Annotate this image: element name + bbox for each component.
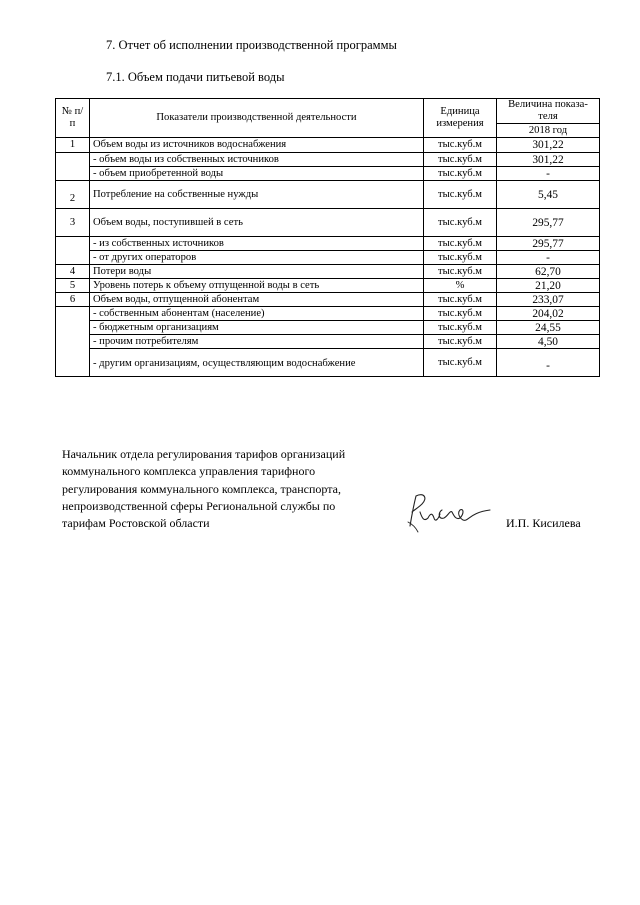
table-row (56, 209, 600, 237)
row-value: 62,70 (497, 265, 600, 279)
header-value-group: Величина показа-теля (497, 99, 600, 124)
table-row (56, 335, 600, 349)
row-unit: тыс.куб.м (424, 293, 497, 307)
row-value: 21,20 (497, 279, 600, 293)
row-name: Объем воды из источников водоснабжения (90, 138, 424, 153)
table-row (56, 321, 600, 335)
row-num: 5 (56, 279, 90, 293)
row-unit: тыс.куб.м (424, 349, 497, 377)
row-name: - от других операторов (90, 251, 424, 265)
row-name: - объем воды из собственных источников (90, 153, 424, 167)
row-unit: % (424, 279, 497, 293)
table-row (56, 349, 600, 377)
row-name: - другим организациям, осуществляющим водоснабжение (90, 349, 424, 377)
row-value: 24,55 (497, 321, 600, 335)
signer-position (62, 446, 382, 532)
signer-position-line: коммунального комплекса управления тарифного (62, 464, 316, 479)
row-num: 4 (56, 265, 90, 279)
header-year: 2018 год (497, 124, 600, 138)
row-num: 6 (56, 293, 90, 307)
row-value: - (497, 251, 600, 265)
table-row (56, 153, 600, 167)
row-name: Уровень потерь к объему отпущенной воды в сеть (90, 279, 424, 293)
row-num (56, 153, 90, 181)
row-value: 295,77 (497, 209, 600, 237)
row-unit: тыс.куб.м (424, 153, 497, 167)
row-num: 1 (56, 138, 90, 153)
row-value: 233,07 (497, 293, 600, 307)
row-unit: тыс.куб.м (424, 237, 497, 251)
row-name: Потребление на собственные нужды (90, 181, 424, 209)
row-unit: тыс.куб.м (424, 251, 497, 265)
row-name: Потери воды (90, 265, 424, 279)
header-unit: Единица измерения (424, 99, 497, 138)
row-num: 2 (56, 181, 90, 209)
row-unit: тыс.куб.м (424, 265, 497, 279)
row-value: 4,50 (497, 335, 600, 349)
row-value: 295,77 (497, 237, 600, 251)
signer-name: И.П. Кисилева (506, 516, 581, 530)
signer-position-line: непроизводственной сферы Региональной службы по (62, 498, 336, 513)
subsection-title: 7.1. Объем подачи питьевой воды (106, 70, 285, 84)
table-row (56, 251, 600, 265)
row-value: - (497, 349, 600, 377)
row-value: 301,22 (497, 138, 600, 153)
row-name: Объем воды, поступившей в сеть (90, 209, 424, 237)
header-indicator: Показатели производственной деятельности (90, 99, 424, 138)
water-supply-table (55, 98, 600, 377)
table-row (56, 279, 600, 293)
row-value: 5,45 (497, 181, 600, 209)
table-header-row (56, 99, 600, 124)
row-name: Объем воды, отпущенной абонентам (90, 293, 424, 307)
row-name: - собственным абонентам (население) (90, 307, 424, 321)
row-value: 204,02 (497, 307, 600, 321)
row-unit: тыс.куб.м (424, 181, 497, 209)
table-row (56, 237, 600, 251)
table-row (56, 138, 600, 153)
row-unit: тыс.куб.м (424, 321, 497, 335)
row-num (56, 237, 90, 265)
handwritten-signature (402, 488, 492, 534)
row-num (56, 307, 90, 377)
row-value: 301,22 (497, 153, 600, 167)
row-value: - (497, 167, 600, 181)
signer-position-line: Начальник отдела регулирования тарифов организаций (62, 447, 346, 461)
row-name: - из собственных источников (90, 237, 424, 251)
table-row (56, 181, 600, 209)
table-row (56, 265, 600, 279)
header-num: № п/п (56, 99, 90, 138)
row-unit: тыс.куб.м (424, 335, 497, 349)
section-title: 7. Отчет об исполнении производственной программы (106, 38, 397, 52)
row-name: - прочим потребителям (90, 335, 424, 349)
row-unit: тыс.куб.м (424, 138, 497, 153)
row-unit: тыс.куб.м (424, 209, 497, 237)
table-row (56, 167, 600, 181)
row-name: - объем приобретенной воды (90, 167, 424, 181)
row-unit: тыс.куб.м (424, 307, 497, 321)
table-row (56, 307, 600, 321)
row-unit: тыс.куб.м (424, 167, 497, 181)
table-row (56, 293, 600, 307)
signer-position-line: тарифам Ростовской области (62, 516, 210, 531)
signer-position-line: регулирования коммунального комплекса, транспорта, (62, 481, 341, 496)
row-name: - бюджетным организациям (90, 321, 424, 335)
row-num: 3 (56, 209, 90, 237)
